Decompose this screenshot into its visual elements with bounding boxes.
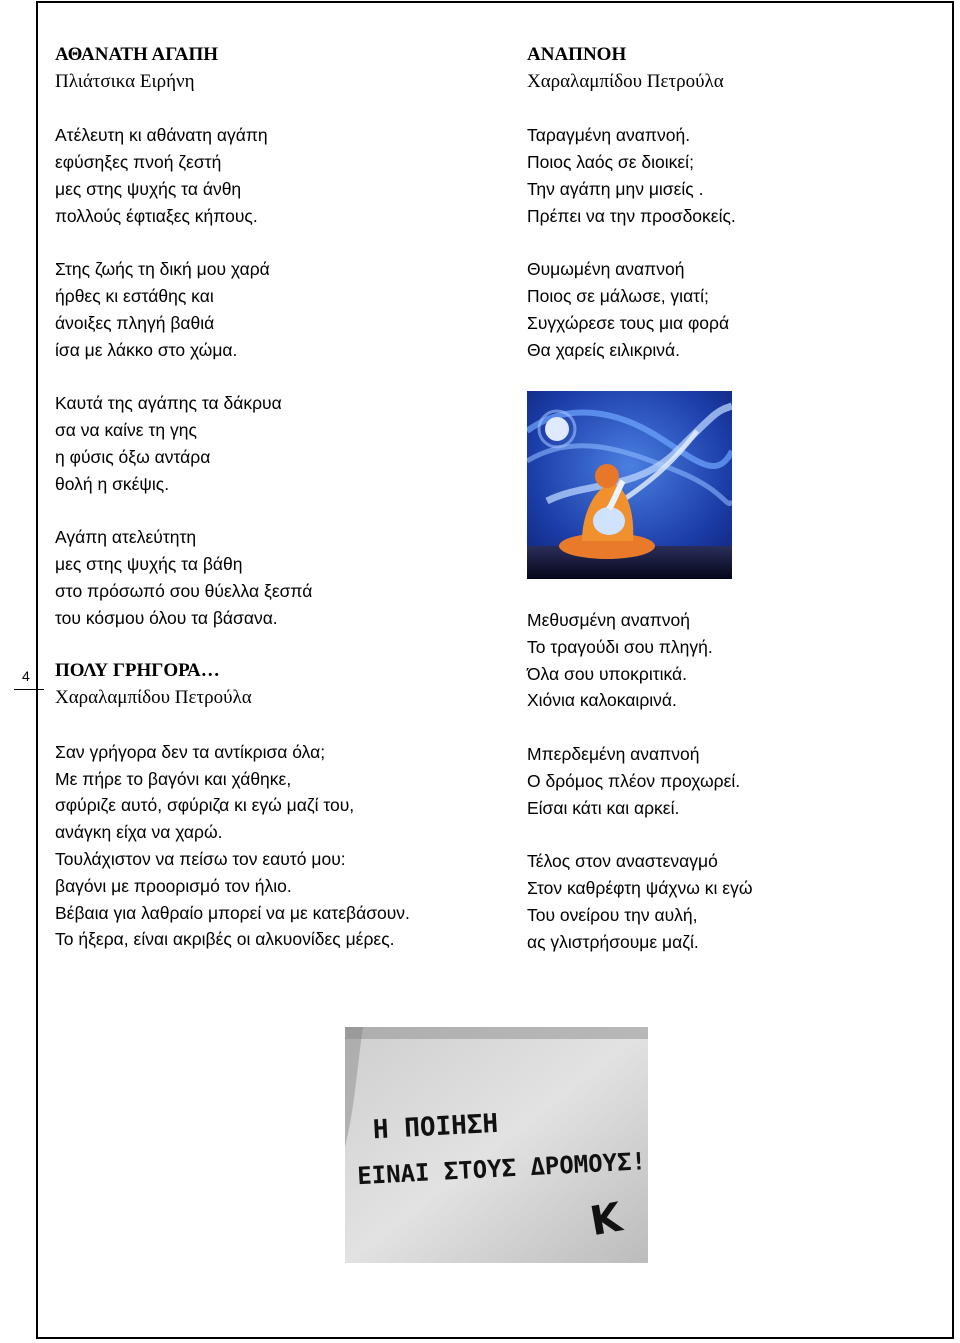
verse-line: Στον καθρέφτη ψάχνω κι εγώ (527, 877, 753, 898)
stanza (55, 524, 495, 631)
verse-line: Τουλάχιστον να πείσω τον εαυτό μου: (55, 848, 346, 869)
verse-line: του κόσμου όλου τα βάσανα. (55, 607, 278, 628)
stanza (55, 122, 495, 229)
verse-line: Το ήξερα, είναι ακριβές οι αλκυονίδες μέρες. (55, 929, 395, 950)
verse-line: Θα χαρείς ειλικρινά. (527, 339, 681, 360)
verse-line: Συγχώρεσε τους μια φορά (527, 312, 730, 333)
poem-author: Χαραλαμπίδου Πετρούλα (527, 70, 724, 92)
verse-line: στο πρόσωπό σου θύελλα ξεσπά (55, 580, 313, 601)
verse-line: βαγόνι με προορισμό τον ήλιο. (55, 875, 292, 896)
graffiti-signature: Κ (586, 1194, 626, 1246)
stanza (55, 739, 495, 953)
verse-line: Τέλος στον αναστεναγμό (527, 851, 718, 872)
verse-line: Ποιος σε μάλωσε, γιατί; (527, 286, 709, 307)
verse-line: Μεθυσμένη αναπνοή (527, 610, 690, 630)
stanza (55, 256, 495, 363)
poem-author: Πλιάτσικα Ειρήνη (55, 70, 195, 92)
stanza (55, 390, 495, 497)
meditation-painting (527, 391, 732, 579)
verse-line: Θυμωμένη αναπνοή (527, 259, 685, 280)
verse-line: σφύριζε αυτό, σφύριζα κι εγώ μαζί του, (55, 795, 355, 816)
verse-line: ανάγκη είχα να χαρώ. (55, 822, 223, 843)
verse-line: ας γλιστρήσουμε μαζί. (527, 931, 699, 952)
verse-line: Είσαι κάτι και αρκεί. (527, 797, 680, 818)
poem-title: ΑΝΑΠΝΟΗ (527, 44, 627, 65)
verse-line: Χιόνια καλοκαιρινά. (527, 690, 677, 711)
poem-title: ΠΟΛΥ ΓΡΗΓΟΡΑ… (55, 660, 220, 682)
verse-line: Με πήρε το βαγόνι και χάθηκε, (55, 768, 292, 789)
stanza (527, 741, 927, 821)
right-column (527, 42, 927, 364)
verse-line: σα να καίνε τη γης (55, 420, 197, 441)
verse-line: Του ονείρου την αυλή, (527, 904, 698, 925)
verse-line: Μπερδεμένη αναπνοή (527, 743, 700, 764)
verse-line: μες στης ψυχής τα άνθη (55, 178, 242, 199)
verse-line: Πρέπει να την προσδοκείς. (527, 205, 736, 226)
verse-line: εφύσηξες πνοή ζεστή (55, 152, 222, 173)
verse-line: Σαν γρήγορα δεν τα αντίκρισα όλα; (55, 741, 326, 762)
stanza (527, 122, 927, 229)
page-number: 4 (22, 668, 30, 684)
verse-line: Όλα σου υποκριτικά. (527, 663, 688, 684)
verse-line: Ταραγμένη αναπνοή. (527, 125, 691, 146)
left-column (55, 42, 495, 953)
verse-line: Ο δρόμος πλέον προχωρεί. (527, 770, 741, 791)
verse-line: Καυτά της αγάπης τα δάκρυα (55, 393, 282, 414)
verse-line: ήρθες κι εστάθης και (55, 286, 214, 307)
page-number-rule (14, 689, 44, 690)
verse-line: Το τραγούδι σου πληγή. (527, 636, 713, 657)
verse-line: άνοιξες πληγή βαθιά (55, 312, 215, 333)
poem-title: ΑΘΑΝΑΤΗ ΑΓΑΠΗ (55, 44, 219, 65)
graffiti-line-2: ΕΙΝΑΙ ΣΤΟΥΣ ΔΡΟΜΟΥΣ! (356, 1147, 647, 1191)
verse-line: Την αγάπη μην μισείς . (527, 178, 704, 199)
verse-line: ίσα με λάκκο στο χώμα. (55, 339, 238, 360)
verse-line: Αγάπη ατελεύτητη (55, 527, 197, 548)
right-column-lower (527, 607, 927, 955)
verse-line: Στης ζωής τη δική μου χαρά (55, 259, 270, 280)
stanza (527, 848, 927, 955)
verse-line: μες στης ψυχής τα βάθη (55, 554, 243, 575)
verse-line: θολή η σκέψις. (55, 473, 170, 494)
stanza (527, 607, 927, 714)
poem-poly-grigora (55, 658, 495, 953)
verse-line: Βέβαια για λαθραίο μπορεί να με κατεβάσουν. (55, 902, 410, 923)
graffiti-photo (345, 1027, 648, 1263)
poem-athanati-agapi (55, 42, 495, 632)
verse-line: πολλούς έφτιαξες κήπους. (55, 205, 258, 226)
stanza (527, 256, 927, 363)
verse-line: Ατέλευτη κι αθάνατη αγάπη (55, 125, 268, 146)
graffiti-line-1: Η ΠΟΙΗΣΗ (372, 1108, 499, 1146)
verse-line: Ποιος λαός σε διοικεί; (527, 152, 694, 173)
verse-line: η φύσις όξω αντάρα (55, 446, 211, 467)
poem-author: Χαραλαμπίδου Πετρούλα (55, 687, 252, 709)
